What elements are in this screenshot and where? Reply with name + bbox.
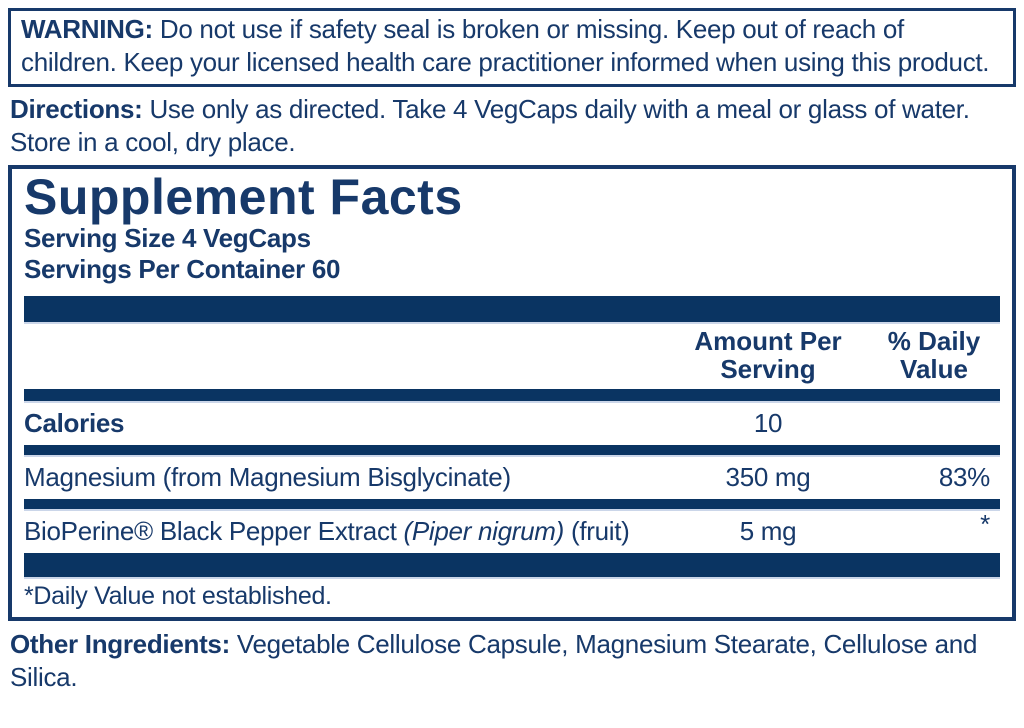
other-ingredients-body: Vegetable Cellulose Capsule, Magnesium Stearate, Cellulose and Silica. [10,629,978,692]
other-ingredients-label: Other Ingredients: [10,629,230,659]
divider-bar-header [24,389,1000,401]
daily-value-footnote: *Daily Value not established. [24,582,332,610]
divider-bar-bottom [24,553,1000,577]
nutrient-name: Calories [24,407,125,438]
warning-label: WARNING: [21,14,153,44]
table-row-calories [24,401,1000,445]
column-header-daily-value [868,327,1000,383]
nutrient-dv: * [980,509,990,539]
nutrient-dv: 83% [938,461,990,492]
warning-body: Do not use if safety seal is broken or missing. Keep out of reach of children. Keep your licensed health care practitioner informed when using this product. [21,14,990,77]
column-header-amount [668,327,868,383]
nutrient-amount: 10 [753,407,783,438]
supplement-facts-panel [8,165,1016,621]
nutrient-name: Magnesium (from Magnesium Bisglycinate) [24,461,511,492]
table-row-magnesium [24,455,1000,499]
nutrient-amount: 5 mg [739,515,797,546]
table-header-row [24,322,1000,389]
servings-per-container: Servings Per Container 60 [24,254,341,284]
table-row-bioperine [24,509,1000,553]
bioperine-name: BioPerine® Black Pepper Extract [24,515,404,546]
nutrient-name [24,516,668,547]
directions-text [10,93,1014,159]
warning-box [8,8,1016,87]
divider-bar-row2 [24,499,1000,509]
dv-header-line2: Value [900,354,968,384]
divider-bar-top [24,296,1000,322]
divider-bar-row1 [24,445,1000,455]
amount-header-line2: Serving [720,354,816,384]
bioperine-part: (fruit) [564,515,630,546]
directions-label: Directions: [10,94,143,124]
serving-size: Serving Size 4 VegCaps [24,223,311,253]
amount-header-line1: Amount Per [694,326,842,356]
other-ingredients-text [10,628,1014,694]
nutrient-amount: 350 mg [725,461,811,492]
dv-header-line1: % Daily [887,326,981,356]
bioperine-latin-name: (Piper nigrum) [403,515,565,546]
supplement-facts-title: Supplement Facts [24,169,463,225]
warning-text [21,13,1003,79]
directions-body: Use only as directed. Take 4 VegCaps daily with a meal or glass of water. Store in a cool, dry place. [10,94,970,157]
